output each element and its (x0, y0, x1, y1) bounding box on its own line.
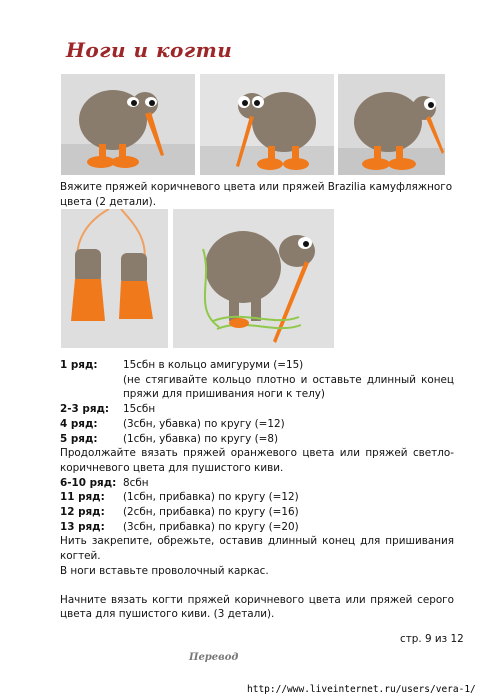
row-label: 6-10 ряд: (60, 476, 117, 489)
row-1 (60, 358, 454, 373)
color-change-note: Продолжайте вязать пряжей оранжевого цвета или пряжей светло-коричневого цвета для пушистого киви. (60, 447, 454, 474)
finish-note: Нить закрепите, обрежьте, оставив длинный конец для пришивания когтей. (60, 535, 454, 563)
source-url: http://www.liveinternet.ru/users/vera-1/ (247, 684, 476, 695)
row-label: 1 ряд: (60, 359, 98, 371)
page-title: Ноги и когти (66, 38, 233, 62)
kiwi-wire-photo (173, 209, 334, 348)
row-4 (60, 417, 454, 432)
instructions (60, 358, 454, 622)
row-note: (не стягивайте кольцо плотно и оставьте длинный конец пряжи для пришивания ноги к телу) (123, 373, 454, 401)
footer-signature: Перевод (189, 652, 239, 663)
kiwi-photo-2 (200, 74, 334, 175)
legs-photo (61, 209, 168, 348)
row-2-3 (60, 402, 454, 417)
row-label: 2-3 ряд: (60, 403, 110, 416)
row-label: 4 ряд: (60, 417, 98, 430)
row-text: (2сбн, прибавка) по кругу (=16) (123, 506, 299, 519)
row-6-10 (60, 476, 454, 491)
row-text: (3сбн, прибавка) по кругу (=20) (123, 520, 299, 533)
row-text: 15сбн в кольцо амигуруми (=15) (123, 359, 304, 371)
row-text: 8сбн (123, 476, 149, 489)
page-number: стр. 9 из 12 (400, 633, 464, 645)
row-label: 13 ряд: (60, 520, 105, 533)
row-12 (60, 505, 454, 520)
row-11 (60, 490, 454, 505)
row-label: 5 ряд: (60, 432, 98, 445)
row-text: (1сбн, убавка) по кругу (=8) (123, 432, 279, 445)
kiwi-photo-1 (61, 74, 195, 175)
row-label: 12 ряд: (60, 506, 105, 519)
claws-intro: Начните вязать когти пряжей коричневого цвета или пряжей серого цвета для пушистого киви. (3 детали). (60, 593, 454, 621)
row-5 (60, 432, 454, 447)
wire-note: В ноги вставьте проволочный каркас. (60, 564, 269, 577)
row-13 (60, 520, 454, 535)
row-text: (1сбн, прибавка) по кругу (=12) (123, 491, 299, 504)
kiwi-photo-3 (338, 74, 445, 175)
row-text: (3сбн, убавка) по кругу (=12) (123, 417, 285, 430)
row-label: 11 ряд: (60, 491, 105, 504)
row-text: 15сбн (123, 403, 156, 416)
intro-text: Вяжите пряжей коричневого цвета или пряжей Brazilia камуфляжного цвета (2 детали). (60, 181, 453, 208)
